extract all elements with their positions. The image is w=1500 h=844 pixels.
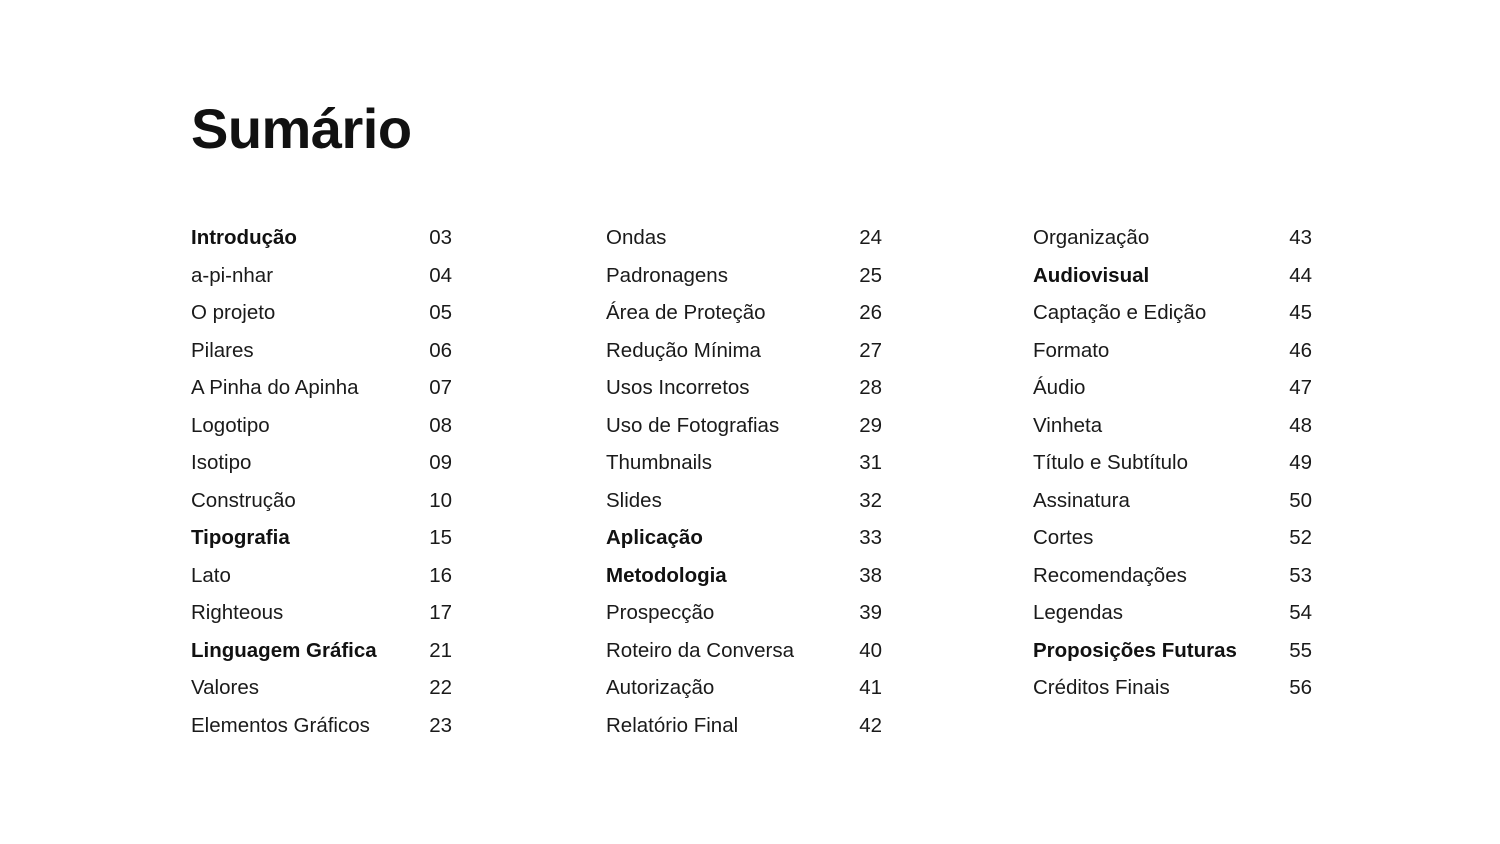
toc-page-number: 42 xyxy=(859,713,882,737)
toc-entry-label: Formato xyxy=(1033,338,1110,362)
toc-entry[interactable] xyxy=(191,707,452,745)
toc-entry[interactable] xyxy=(1033,407,1312,445)
toc-entry-label: Usos Incorretos xyxy=(606,376,750,399)
toc-page-number: 10 xyxy=(429,488,452,512)
toc-entry-label: Legendas xyxy=(1033,601,1124,624)
toc-entry-label: Assinatura xyxy=(1033,488,1130,512)
toc-entry-label: Introdução xyxy=(191,226,297,249)
toc-page-number: 43 xyxy=(1289,226,1312,249)
toc-page-number: 17 xyxy=(429,601,452,624)
toc-page-number: 40 xyxy=(859,638,882,662)
toc-section-heading[interactable] xyxy=(191,632,452,670)
toc-section-heading[interactable] xyxy=(191,219,452,257)
toc-entry-label: Linguagem Gráfica xyxy=(191,638,377,662)
toc-entry-label: Captação e Edição xyxy=(1033,301,1207,324)
toc-entry-label: O projeto xyxy=(191,301,276,324)
toc-page-number: 44 xyxy=(1289,263,1312,287)
toc-column-3 xyxy=(1033,219,1312,707)
toc-page-number: 50 xyxy=(1289,488,1312,512)
toc-entry-label: Uso de Fotografias xyxy=(606,413,780,437)
toc-entry[interactable] xyxy=(191,294,452,332)
toc-page-number: 53 xyxy=(1289,563,1312,587)
toc-page-number: 06 xyxy=(429,338,452,362)
toc-entry[interactable] xyxy=(191,669,452,707)
toc-entry[interactable] xyxy=(191,257,452,295)
toc-entry-label: Pilares xyxy=(191,338,254,362)
toc-entry[interactable] xyxy=(606,294,882,332)
toc-entry-label: Elementos Gráficos xyxy=(191,713,370,737)
toc-entry-label: Righteous xyxy=(191,601,284,624)
toc-entry[interactable] xyxy=(1033,669,1312,707)
toc-entry-label: Prospecção xyxy=(606,601,715,624)
toc-column-1 xyxy=(191,219,452,744)
toc-entry-label: Redução Mínima xyxy=(606,338,761,362)
toc-entry[interactable] xyxy=(1033,332,1312,370)
toc-page-number: 24 xyxy=(859,226,882,249)
toc-entry-label: Aplicação xyxy=(606,526,703,549)
toc-entry-label: Título e Subtítulo xyxy=(1033,451,1188,474)
toc-section-heading[interactable] xyxy=(606,519,882,557)
toc-entry-label: Áudio xyxy=(1033,376,1086,399)
toc-page-number: 56 xyxy=(1289,676,1312,699)
toc-section-heading[interactable] xyxy=(606,557,882,595)
toc-entry-label: Autorização xyxy=(606,676,715,699)
toc-page-number: 27 xyxy=(859,338,882,362)
toc-entry-label: Cortes xyxy=(1033,526,1094,549)
toc-entry-label: a-pi-nhar xyxy=(191,263,274,287)
toc-entry[interactable] xyxy=(1033,294,1312,332)
toc-entry-label: Ondas xyxy=(606,226,667,249)
toc-entry-label: Construção xyxy=(191,488,296,512)
toc-page-number: 41 xyxy=(859,676,882,699)
toc-entry[interactable] xyxy=(1033,482,1312,520)
page-title: Sumário xyxy=(191,97,412,160)
toc-page-number: 09 xyxy=(429,451,452,474)
toc-page-number: 45 xyxy=(1289,301,1312,324)
toc-page-number: 49 xyxy=(1289,451,1312,474)
toc-entry-label: Slides xyxy=(606,488,662,512)
toc-entry[interactable] xyxy=(191,369,452,407)
toc-page-number: 29 xyxy=(859,413,882,437)
toc-page-number: 23 xyxy=(429,713,452,737)
toc-page-number: 32 xyxy=(859,488,882,512)
toc-page-number: 22 xyxy=(429,676,452,699)
toc-entry[interactable] xyxy=(1033,444,1312,482)
toc-entry[interactable] xyxy=(606,632,882,670)
toc-entry[interactable] xyxy=(606,444,882,482)
toc-entry[interactable] xyxy=(1033,369,1312,407)
toc-column-2 xyxy=(606,219,882,744)
toc-entry-label: Vinheta xyxy=(1033,413,1103,437)
toc-entry-label: Audiovisual xyxy=(1033,263,1150,287)
toc-entry-label: Recomendações xyxy=(1033,563,1187,587)
toc-page-number: 07 xyxy=(429,376,452,399)
toc-page-number: 15 xyxy=(429,526,452,549)
toc-entry-label: Créditos Finais xyxy=(1033,676,1170,699)
toc-entry[interactable] xyxy=(191,332,452,370)
toc-entry-label: Roteiro da Conversa xyxy=(606,638,795,662)
toc-page-number: 47 xyxy=(1289,376,1312,399)
toc-entry[interactable] xyxy=(191,407,452,445)
toc-entry[interactable] xyxy=(191,482,452,520)
toc-entry[interactable] xyxy=(606,369,882,407)
toc-entry-label: Tipografia xyxy=(191,526,290,549)
toc-section-heading[interactable] xyxy=(191,519,452,557)
toc-section-heading[interactable] xyxy=(1033,632,1312,670)
toc-entry-label: Padronagens xyxy=(606,263,728,287)
toc-page-number: 25 xyxy=(859,263,882,287)
toc-entry[interactable] xyxy=(1033,594,1312,632)
toc-entry[interactable] xyxy=(1033,519,1312,557)
toc-page-number: 05 xyxy=(429,301,452,324)
toc-entry-label: Área de Proteção xyxy=(606,301,766,324)
toc-page-number: 03 xyxy=(429,226,452,249)
toc-page-number: 38 xyxy=(859,563,882,587)
toc-entry[interactable] xyxy=(606,482,882,520)
toc-entry[interactable] xyxy=(1033,557,1312,595)
toc-entry[interactable] xyxy=(191,594,452,632)
toc-entry[interactable] xyxy=(606,332,882,370)
toc-page-number: 08 xyxy=(429,413,452,437)
toc-page-number: 54 xyxy=(1289,601,1312,624)
toc-page-number: 46 xyxy=(1289,338,1312,362)
toc-page-number: 28 xyxy=(859,376,882,399)
toc-entry-label: Lato xyxy=(191,563,231,587)
toc-entry-label: Valores xyxy=(191,676,259,699)
toc-page-number: 39 xyxy=(859,601,882,624)
toc-page-number: 31 xyxy=(859,451,882,474)
toc-entry-label: Metodologia xyxy=(606,563,727,587)
toc-entry[interactable] xyxy=(1033,219,1312,257)
toc-page-number: 48 xyxy=(1289,413,1312,437)
toc-entry-label: Organização xyxy=(1033,226,1150,249)
toc-entry[interactable] xyxy=(191,557,452,595)
toc-entry[interactable] xyxy=(606,594,882,632)
toc-entry-label: Relatório Final xyxy=(606,713,739,737)
toc-section-heading[interactable] xyxy=(1033,257,1312,295)
toc-entry-label: Logotipo xyxy=(191,413,270,437)
toc-entry[interactable] xyxy=(606,407,882,445)
toc-entry-label: Proposições Futuras xyxy=(1033,638,1237,662)
toc-entry[interactable] xyxy=(606,707,882,745)
toc-entry-label: Thumbnails xyxy=(606,451,712,474)
toc-page-number: 21 xyxy=(429,638,452,662)
toc-page-number: 04 xyxy=(429,263,452,287)
toc-page-number: 52 xyxy=(1289,526,1312,549)
toc-entry[interactable] xyxy=(606,219,882,257)
toc-entry[interactable] xyxy=(606,669,882,707)
toc-entry[interactable] xyxy=(191,444,452,482)
toc-page-number: 33 xyxy=(859,526,882,549)
toc-page-number: 55 xyxy=(1289,638,1312,662)
toc-entry[interactable] xyxy=(606,257,882,295)
toc-page-number: 16 xyxy=(429,563,452,587)
toc-page-number: 26 xyxy=(859,301,882,324)
toc-entry-label: Isotipo xyxy=(191,451,252,474)
toc-entry-label: A Pinha do Apinha xyxy=(191,376,359,399)
